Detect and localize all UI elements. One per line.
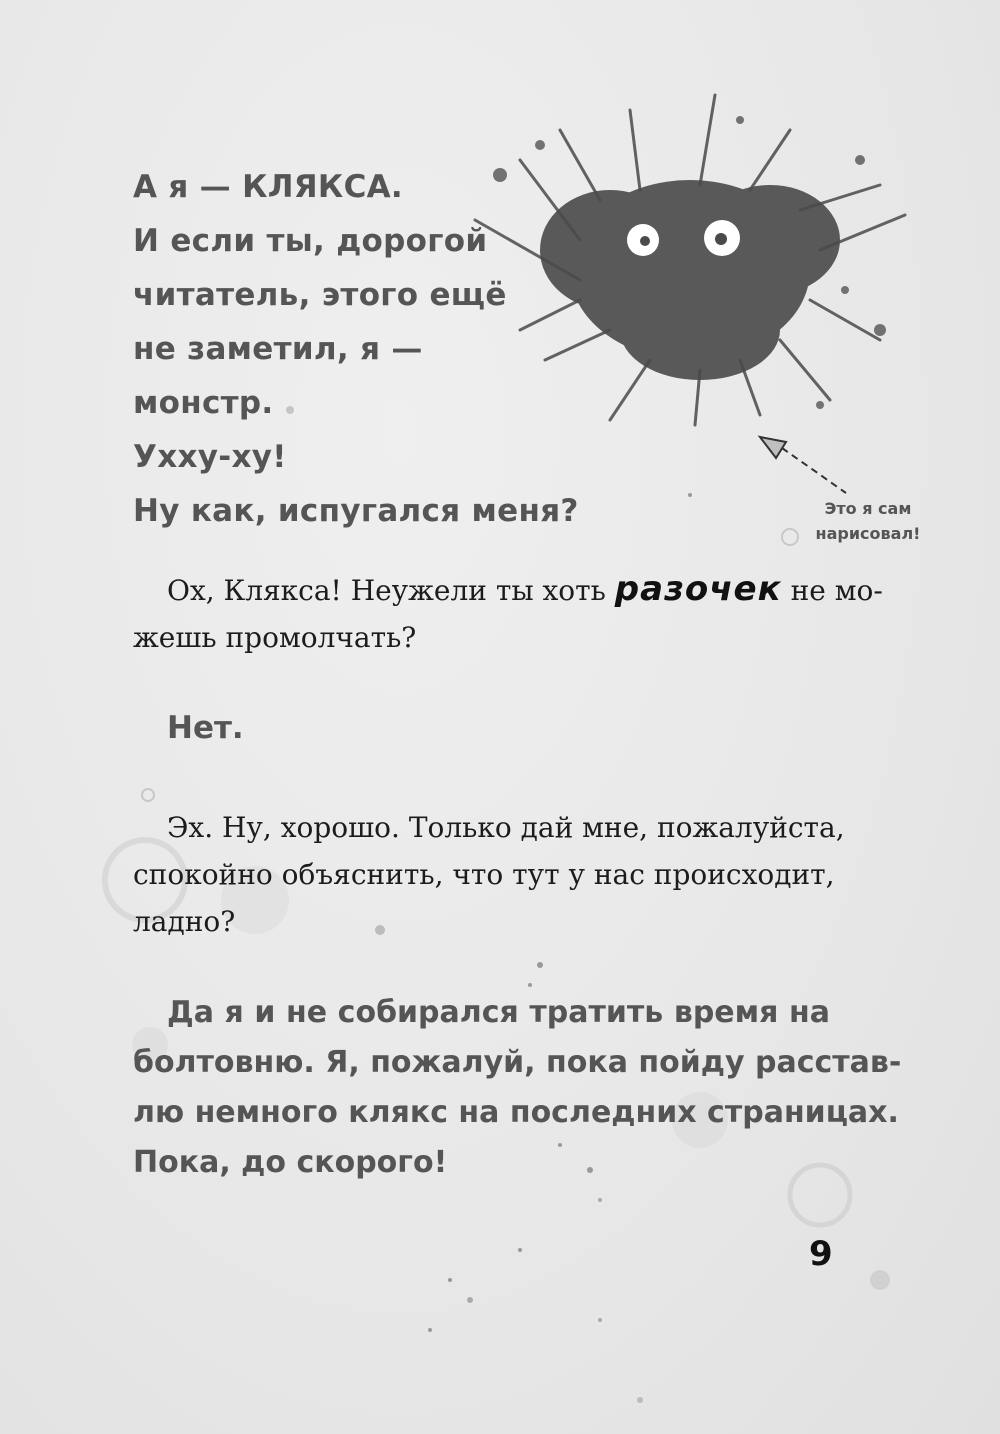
handwritten-word: разочек bbox=[614, 569, 782, 609]
narration-line: Эх. Ну, хорошо. Только дай мне, пожалуйста, bbox=[167, 811, 845, 844]
narration-text: не мо- bbox=[781, 574, 883, 607]
narration-paragraph-1 bbox=[133, 566, 883, 661]
final-line: лю немного клякс на последних страницах. bbox=[133, 1095, 899, 1130]
page-number: 9 bbox=[809, 1234, 833, 1274]
narration-paragraph-2 bbox=[133, 804, 845, 945]
final-line: болтовню. Я, пожалуй, пока пойду расстав- bbox=[133, 1045, 902, 1080]
drawing-caption bbox=[808, 496, 928, 546]
final-line: Да я и не собирался тратить время на bbox=[167, 995, 830, 1030]
intro-line: А я — КЛЯКСА. bbox=[133, 169, 403, 205]
caption-arrow bbox=[782, 448, 846, 493]
monster-final bbox=[133, 988, 902, 1188]
narration-line: жешь промолчать? bbox=[133, 621, 417, 654]
narration-line: ладно? bbox=[133, 905, 236, 938]
narration-line: спокойно объяснить, что тут у нас происходит, bbox=[133, 858, 835, 891]
caption-line: нарисовал! bbox=[815, 524, 921, 543]
intro-line: Ну как, испугался меня? bbox=[133, 493, 579, 529]
narration-text: Ох, Клякса! Неужели ты хоть bbox=[167, 574, 615, 607]
intro-line: И если ты, дорогой bbox=[133, 223, 488, 259]
intro-line: не заметил, я — bbox=[133, 331, 423, 367]
arrow-head-icon bbox=[760, 437, 786, 458]
monster-reply: Нет. bbox=[167, 710, 244, 746]
monster-intro bbox=[133, 160, 579, 538]
intro-line: Ухху-ху! bbox=[133, 439, 287, 475]
final-line: Пока, до скорого! bbox=[133, 1145, 448, 1180]
intro-line: читатель, этого ещё bbox=[133, 277, 507, 313]
narration-line bbox=[133, 566, 883, 614]
intro-line: монстр. bbox=[133, 385, 274, 421]
caption-line: Это я сам bbox=[824, 499, 912, 518]
